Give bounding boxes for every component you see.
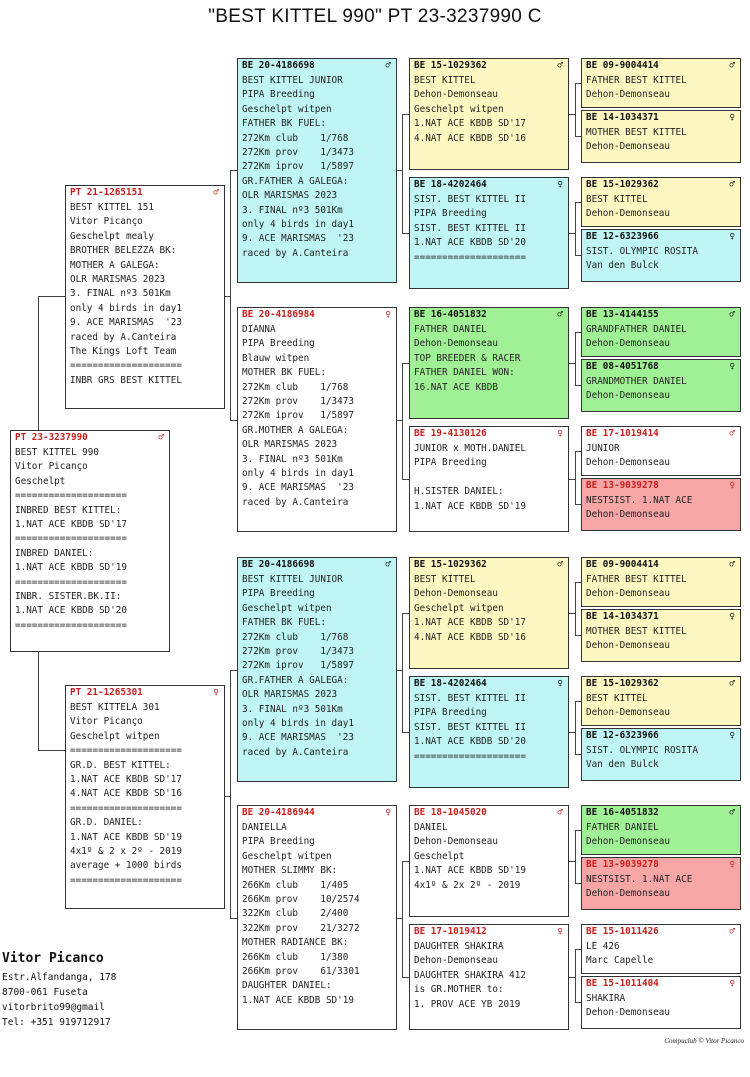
card-line: only 4 birds in day1 xyxy=(242,467,354,479)
card-line: SHAKIRA xyxy=(586,993,626,1004)
card-line: SIST. BEST KITTEL II xyxy=(414,194,526,205)
card-line: DAUGHTER SHAKIRA xyxy=(414,941,504,952)
card-line: 4.NAT ACE KBDB SD'16 xyxy=(414,132,526,144)
card-line: 272Km prov 1/3473 xyxy=(242,645,354,657)
card-line: PIPA Breeding xyxy=(242,836,315,848)
ring-number: BE 18-4202464 xyxy=(414,678,487,689)
card-line: 9. ACE MARISMAS '23 xyxy=(242,233,354,245)
card-line: PIPA Breeding xyxy=(414,707,487,719)
female-symbol-icon: ♀ xyxy=(729,480,735,491)
card-line: ==================== xyxy=(70,745,182,757)
card-line: 272Km iprov 1/5897 xyxy=(242,660,354,672)
card-line: MOTHER BEST KITTEL xyxy=(586,127,687,138)
card-line: BEST KITTEL 151 xyxy=(70,202,154,213)
card-line: Geschelpt witpen xyxy=(414,103,504,115)
card-line: 1.NAT ACE KBDB SD'20 xyxy=(15,605,127,617)
card-line: DIANNA xyxy=(242,324,276,335)
card-line: Geschelpt mealy xyxy=(70,230,154,242)
card-line: GRANDFATHER DANIEL xyxy=(586,324,687,335)
pedigree-card-g10 xyxy=(581,609,741,662)
pedigree-card-g2 xyxy=(581,110,741,163)
male-symbol-icon: ♂ xyxy=(213,187,219,198)
pedigree-card-sdd xyxy=(409,426,569,532)
ring-number: BE 12-6323966 xyxy=(586,730,659,741)
owner-address-line: Estr.Alfandanga, 178 xyxy=(2,972,117,983)
card-line: OLR MARISMAS 2023 xyxy=(70,273,166,285)
ring-number: BE 19-4130126 xyxy=(414,428,487,439)
pedigree-card-sss xyxy=(409,58,569,170)
card-line: Geschelpt witpen xyxy=(414,602,504,614)
card-line: Dehon-Demonseau xyxy=(414,836,498,848)
connector-line xyxy=(575,451,576,504)
card-line: ==================== xyxy=(15,533,127,545)
connector-line xyxy=(575,202,576,255)
connector-line xyxy=(575,701,576,754)
ring-number: PT 21-1265301 xyxy=(70,687,143,698)
card-line: NESTSIST. 1.NAT ACE xyxy=(586,874,693,885)
pedigree-card-g8 xyxy=(581,478,741,531)
card-line: 3. FINAL nº3 501Km xyxy=(242,204,343,216)
ring-number: BE 14-1034371 xyxy=(586,112,659,123)
card-line: Van den Bulck xyxy=(586,260,659,271)
card-line: ==================== xyxy=(70,360,182,372)
card-line: BEST KITTEL xyxy=(414,75,476,86)
card-line: H.SISTER DANIEL: xyxy=(414,486,504,498)
card-line: Vitor Picanço xyxy=(70,716,143,728)
card-line: TOP BREEDER & RACER xyxy=(414,352,521,364)
card-line: 3. FINAL nº3 501Km xyxy=(242,703,343,715)
card-line: BEST KITTELA 301 xyxy=(70,702,160,713)
connector-line xyxy=(38,652,39,751)
card-line: BEST KITTEL 990 xyxy=(15,447,99,458)
ring-number: PT 21-1265151 xyxy=(70,187,143,198)
ring-number: BE 16-4051832 xyxy=(414,309,487,320)
owner-name: Vitor Picanco xyxy=(2,951,104,966)
connector-line xyxy=(575,582,576,635)
connector-line xyxy=(38,296,65,297)
ring-number: BE 17-1019414 xyxy=(586,428,659,439)
card-line: Dehon-Demonseau xyxy=(586,509,670,520)
card-line: Geschelpt witpen xyxy=(242,850,332,862)
connector-line xyxy=(402,233,409,234)
card-line: BEST KITTEL JUNIOR xyxy=(242,75,343,86)
card-line: GR.D. DANIEL: xyxy=(70,817,143,829)
owner-phone: Tel: +351 919712917 xyxy=(2,1017,111,1028)
card-line: 266Km prov 10/2574 xyxy=(242,893,360,905)
card-line: Blauw witpen xyxy=(242,352,310,364)
card-line: raced by A.Canteira xyxy=(242,247,349,259)
connector-line xyxy=(402,732,409,733)
card-line: JUNIOR xyxy=(586,443,620,454)
pedigree-card-sire xyxy=(65,185,225,409)
male-symbol-icon: ♂ xyxy=(557,807,563,818)
connector-line xyxy=(38,750,65,751)
male-symbol-icon: ♂ xyxy=(729,807,735,818)
connector-line xyxy=(38,296,39,430)
ring-number: BE 13-9039278 xyxy=(586,859,659,870)
card-line: MOTHER BEST KITTEL xyxy=(586,626,687,637)
card-line: BROTHER BELEZZA BK: xyxy=(70,245,177,257)
card-line: Dehon-Demonseau xyxy=(586,338,670,349)
card-line: Vitor Picanço xyxy=(15,461,88,473)
card-line: PIPA Breeding xyxy=(414,457,487,469)
card-line: GR.FATHER A GALEGA: xyxy=(242,175,349,187)
pedigree-card-ddd xyxy=(409,924,569,1030)
ring-number: BE 09-9004414 xyxy=(586,60,659,71)
connector-line xyxy=(402,613,409,614)
card-line: 1.NAT ACE KBDB SD'19 xyxy=(15,562,127,574)
card-line: 4x1º & 2x 2º - 2019 xyxy=(414,879,521,891)
card-line: SIST. OLYMPIC ROSITA xyxy=(586,745,698,756)
ring-number: BE 15-1029362 xyxy=(586,179,659,190)
female-symbol-icon: ♀ xyxy=(385,807,391,818)
card-line: Dehon-Demonseau xyxy=(586,141,670,152)
card-line: is GR.MOTHER to: xyxy=(414,984,504,996)
card-line: Vitor Picanço xyxy=(70,216,143,228)
card-line: BEST KITTEL xyxy=(414,574,476,585)
owner-block xyxy=(2,951,116,1030)
connector-line xyxy=(402,114,409,115)
card-line: Dehon-Demonseau xyxy=(586,707,670,718)
card-line: DANIELLA xyxy=(242,822,287,833)
card-line: Dehon-Demonseau xyxy=(414,955,498,967)
card-line: GR.MOTHER A GALEGA: xyxy=(242,424,349,436)
card-line xyxy=(414,471,564,485)
ring-number: BE 15-1029362 xyxy=(586,678,659,689)
ring-number: BE 20-4186698 xyxy=(242,60,315,71)
male-symbol-icon: ♂ xyxy=(729,428,735,439)
card-line: ==================== xyxy=(414,251,526,263)
female-symbol-icon: ♀ xyxy=(557,179,563,190)
male-symbol-icon: ♂ xyxy=(557,559,563,570)
card-line: Dehon-Demonseau xyxy=(414,588,498,600)
card-line: DANIEL xyxy=(414,822,448,833)
card-line: 266Km prov 61/3301 xyxy=(242,965,360,977)
card-line: 1.NAT ACE KBDB SD'17 xyxy=(414,617,526,629)
card-line: MOTHER A GALEGA: xyxy=(70,259,160,271)
card-line: 3. FINAL nº3 501Km xyxy=(242,453,343,465)
card-line: ==================== xyxy=(15,619,127,631)
connector-line xyxy=(230,420,237,421)
card-line: 272Km club 1/768 xyxy=(242,132,349,144)
female-symbol-icon: ♀ xyxy=(729,730,735,741)
pedigree-card-ssd xyxy=(409,177,569,289)
card-line: NESTSIST. 1.NAT ACE xyxy=(586,495,693,506)
connector-line xyxy=(230,670,237,671)
card-line: FATHER BEST KITTEL xyxy=(586,75,687,86)
ring-number: BE 17-1019412 xyxy=(414,926,487,937)
card-line: 4.NAT ACE KBDB SD'16 xyxy=(70,788,182,800)
connector-line xyxy=(575,332,576,385)
card-line: 272Km prov 1/3473 xyxy=(242,146,354,158)
female-symbol-icon: ♀ xyxy=(557,926,563,937)
pedigree-card-subject xyxy=(10,430,170,652)
card-line: 272Km club 1/768 xyxy=(242,381,349,393)
male-symbol-icon: ♂ xyxy=(729,559,735,570)
connector-line xyxy=(402,613,403,732)
card-line: PIPA Breeding xyxy=(242,89,315,101)
card-line: OLR MARISMAS 2023 xyxy=(242,439,338,451)
card-line: BEST KITTEL xyxy=(586,693,648,704)
card-line: Geschelpt xyxy=(15,475,66,487)
pedigree-card-g12 xyxy=(581,728,741,781)
female-symbol-icon: ♀ xyxy=(385,309,391,320)
card-line: GRANDMOTHER DANIEL xyxy=(586,376,687,387)
connector-line xyxy=(402,861,403,977)
card-line: 272Km iprov 1/5897 xyxy=(242,410,354,422)
card-line: 16.NAT ACE KBDB xyxy=(414,381,498,393)
pedigree-card-dd xyxy=(237,805,397,1030)
pedigree-card-g4 xyxy=(581,229,741,282)
card-line: INBRED BEST KITTEL: xyxy=(15,504,122,516)
card-line: 3. FINAL nº3 501Km xyxy=(70,288,171,300)
pedigree-card-g5 xyxy=(581,307,741,357)
male-symbol-icon: ♂ xyxy=(729,926,735,937)
card-line: 4.NAT ACE KBDB SD'16 xyxy=(414,631,526,643)
female-symbol-icon: ♀ xyxy=(557,678,563,689)
pedigree-card-sd xyxy=(237,307,397,532)
male-symbol-icon: ♂ xyxy=(729,678,735,689)
card-line: 1.NAT ACE KBDB SD'19 xyxy=(70,831,182,843)
card-line: LE 426 xyxy=(586,941,620,952)
card-line: SIST. BEST KITTEL II xyxy=(414,721,526,733)
card-line: FATHER DANIEL xyxy=(414,324,487,335)
card-line: 272Km club 1/768 xyxy=(242,631,349,643)
connector-line xyxy=(402,861,409,862)
card-line: INBRED DANIEL: xyxy=(15,547,94,559)
pedigree-title: "BEST KITTEL 990" PT 23-3237990 C xyxy=(208,6,542,27)
card-line: Dehon-Demonseau xyxy=(586,208,670,219)
male-symbol-icon: ♂ xyxy=(557,60,563,71)
card-line: MOTHER RADIANCE BK: xyxy=(242,937,349,949)
female-symbol-icon: ♀ xyxy=(729,859,735,870)
card-line: raced by A.Canteira xyxy=(70,331,177,343)
pedigree-card-g9 xyxy=(581,557,741,607)
ring-number: BE 20-4186698 xyxy=(242,559,315,570)
card-line: Dehon-Demonseau xyxy=(414,89,498,101)
connector-line xyxy=(575,949,576,1002)
card-line: DAUGHTER DANIEL: xyxy=(242,980,332,992)
card-line: Dehon-Demonseau xyxy=(586,588,670,599)
card-line: Dehon-Demonseau xyxy=(586,1007,670,1018)
ring-number: BE 15-1029362 xyxy=(414,559,487,570)
card-line: OLR MARISMAS 2023 xyxy=(242,689,338,701)
card-line: ==================== xyxy=(414,750,526,762)
card-line: DAUGHTER SHAKIRA 412 xyxy=(414,969,526,981)
card-line: Van den Bulck xyxy=(586,759,659,770)
card-line: 4x1º & 2 x 2º - 2019 xyxy=(70,845,182,857)
male-symbol-icon: ♂ xyxy=(729,179,735,190)
card-line: BEST KITTEL JUNIOR xyxy=(242,574,343,585)
card-line: only 4 birds in day1 xyxy=(70,302,182,314)
card-line: BEST KITTEL xyxy=(586,194,648,205)
ring-number: BE 13-9039278 xyxy=(586,480,659,491)
card-line: 1.NAT ACE KBDB SD'17 xyxy=(15,518,127,530)
pedigree-card-ds xyxy=(237,557,397,782)
card-line: 1.NAT ACE KBDB SD'17 xyxy=(414,118,526,130)
card-line: GR.FATHER A GALEGA: xyxy=(242,674,349,686)
card-line: 1.NAT ACE KBDB SD'19 xyxy=(242,994,354,1006)
card-line: GR.D. BEST KITTEL: xyxy=(70,759,171,771)
card-line: 9. ACE MARISMAS '23 xyxy=(242,732,354,744)
card-line: 1.NAT ACE KBDB SD'17 xyxy=(70,773,182,785)
card-line: only 4 birds in day1 xyxy=(242,717,354,729)
card-line: FATHER BEST KITTEL xyxy=(586,574,687,585)
ring-number: BE 14-1034371 xyxy=(586,611,659,622)
card-line: FATHER BK FUEL: xyxy=(242,617,326,629)
card-line: Geschelpt witpen xyxy=(242,103,332,115)
female-symbol-icon: ♀ xyxy=(729,978,735,989)
ring-number: BE 08-4051768 xyxy=(586,361,659,372)
pedigree-card-g3 xyxy=(581,177,741,227)
card-line: 1.NAT ACE KBDB SD'19 xyxy=(414,500,526,512)
card-line: Geschelpt witpen xyxy=(242,602,332,614)
card-line: Dehon-Demonseau xyxy=(586,89,670,100)
card-line: 322Km prov 21/3272 xyxy=(242,922,360,934)
card-line: MOTHER BK FUEL: xyxy=(242,367,326,379)
male-symbol-icon: ♂ xyxy=(385,559,391,570)
card-line: raced by A.Canteira xyxy=(242,496,349,508)
card-line: 1.NAT ACE KBDB SD'20 xyxy=(414,237,526,249)
card-line: ==================== xyxy=(70,874,182,886)
card-line: only 4 birds in day1 xyxy=(242,218,354,230)
ring-number: BE 20-4186984 xyxy=(242,309,315,320)
card-line: Dehon-Demonseau xyxy=(414,338,498,350)
pedigree-card-dam xyxy=(65,685,225,909)
ring-number: BE 12-6323966 xyxy=(586,231,659,242)
pedigree-card-g14 xyxy=(581,857,741,910)
card-line: FATHER BK FUEL: xyxy=(242,118,326,130)
card-line: INBR GRS BEST KITTEL xyxy=(70,374,182,386)
card-line: Dehon-Demonseau xyxy=(586,457,670,468)
card-line: 1.NAT ACE KBDB SD'19 xyxy=(414,865,526,877)
male-symbol-icon: ♂ xyxy=(729,60,735,71)
female-symbol-icon: ♀ xyxy=(729,361,735,372)
card-line: Dehon-Demonseau xyxy=(586,390,670,401)
pedigree-card-g11 xyxy=(581,676,741,726)
card-line: Geschelpt xyxy=(414,850,465,862)
card-line: SIST. BEST KITTEL II xyxy=(414,693,526,704)
connector-line xyxy=(402,479,409,480)
card-line: average + 1000 birds xyxy=(70,860,182,872)
connector-line xyxy=(402,114,403,233)
ring-number: BE 13-4144155 xyxy=(586,309,659,320)
card-line: 322Km club 2/400 xyxy=(242,908,349,920)
card-line: INBR. SISTER.BK.II: xyxy=(15,590,122,602)
card-line: Dehon-Demonseau xyxy=(586,836,670,847)
card-line: ==================== xyxy=(70,802,182,814)
pedigree-card-sds xyxy=(409,307,569,419)
pedigree-card-g1 xyxy=(581,58,741,108)
ring-number: BE 16-4051832 xyxy=(586,807,659,818)
card-line: MOTHER SLIMMY BK: xyxy=(242,865,338,877)
connector-line xyxy=(402,363,403,479)
card-line: JUNIOR x MOTH.DANIEL xyxy=(414,443,526,454)
card-line: PIPA Breeding xyxy=(242,588,315,600)
card-line: raced by A.Canteira xyxy=(242,746,349,758)
ring-number: BE 15-1011426 xyxy=(586,926,659,937)
connector-line xyxy=(230,670,231,919)
connector-line xyxy=(575,830,576,883)
card-line: 272Km prov 1/3473 xyxy=(242,395,354,407)
female-symbol-icon: ♀ xyxy=(557,428,563,439)
male-symbol-icon: ♂ xyxy=(729,309,735,320)
connector-line xyxy=(230,918,237,919)
pedigree-card-g7 xyxy=(581,426,741,476)
connector-line xyxy=(230,170,231,420)
card-line: 1. PROV ACE YB 2019 xyxy=(414,998,521,1010)
connector-line xyxy=(402,363,409,364)
card-line: PIPA Breeding xyxy=(414,208,487,220)
card-line: PIPA Breeding xyxy=(242,338,315,350)
pedigree-card-dsd xyxy=(409,676,569,788)
ring-number: BE 15-1029362 xyxy=(414,60,487,71)
female-symbol-icon: ♀ xyxy=(729,231,735,242)
owner-address-line: 8700-061 Fuseta xyxy=(2,987,88,998)
male-symbol-icon: ♂ xyxy=(385,60,391,71)
card-line: ==================== xyxy=(15,576,127,588)
card-line: 9. ACE MARISMAS '23 xyxy=(242,482,354,494)
pedigree-card-g6 xyxy=(581,359,741,412)
male-symbol-icon: ♂ xyxy=(557,309,563,320)
card-line: FATHER DANIEL WON: xyxy=(414,367,515,379)
pedigree-card-g13 xyxy=(581,805,741,855)
pedigree-card-g15 xyxy=(581,924,741,974)
card-line: The Kings Loft Team xyxy=(70,345,177,357)
card-line: 272Km iprov 1/5897 xyxy=(242,161,354,173)
card-line: 266Km club 1/405 xyxy=(242,879,349,891)
card-line: 9. ACE MARISMAS '23 xyxy=(70,317,182,329)
pedigree-card-dss xyxy=(409,557,569,669)
card-line: Dehon-Demonseau xyxy=(586,888,670,899)
connector-line xyxy=(402,977,409,978)
female-symbol-icon: ♀ xyxy=(729,611,735,622)
ring-number: BE 09-9004414 xyxy=(586,559,659,570)
pedigree-card-ss xyxy=(237,58,397,283)
pedigree-card-g16 xyxy=(581,976,741,1029)
female-symbol-icon: ♀ xyxy=(213,687,219,698)
connector-line xyxy=(575,83,576,136)
ring-number: BE 15-1011404 xyxy=(586,978,659,989)
card-line: 1.NAT ACE KBDB SD'20 xyxy=(414,736,526,748)
card-line: Geschelpt witpen xyxy=(70,730,160,742)
owner-email: vitorbrito99@gmail xyxy=(2,1002,105,1013)
card-line: ==================== xyxy=(15,490,127,502)
female-symbol-icon: ♀ xyxy=(729,112,735,123)
footer-credit: Compuclub © Vitor Picanco xyxy=(664,1037,744,1045)
ring-number: PT 23-3237990 xyxy=(15,432,88,443)
connector-line xyxy=(230,170,237,171)
pedigree-card-dds xyxy=(409,805,569,917)
male-symbol-icon: ♂ xyxy=(158,432,164,443)
card-line: OLR MARISMAS 2023 xyxy=(242,190,338,202)
card-line: 266Km club 1/380 xyxy=(242,951,349,963)
card-line: FATHER DANIEL xyxy=(586,822,659,833)
ring-number: BE 20-4186944 xyxy=(242,807,315,818)
card-line: SIST. BEST KITTEL II xyxy=(414,222,526,234)
card-line: SIST. OLYMPIC ROSITA xyxy=(586,246,698,257)
ring-number: BE 18-1045020 xyxy=(414,807,487,818)
ring-number: BE 18-4202464 xyxy=(414,179,487,190)
card-line: Dehon-Demonseau xyxy=(586,640,670,651)
card-line: Marc Capelle xyxy=(586,955,654,966)
